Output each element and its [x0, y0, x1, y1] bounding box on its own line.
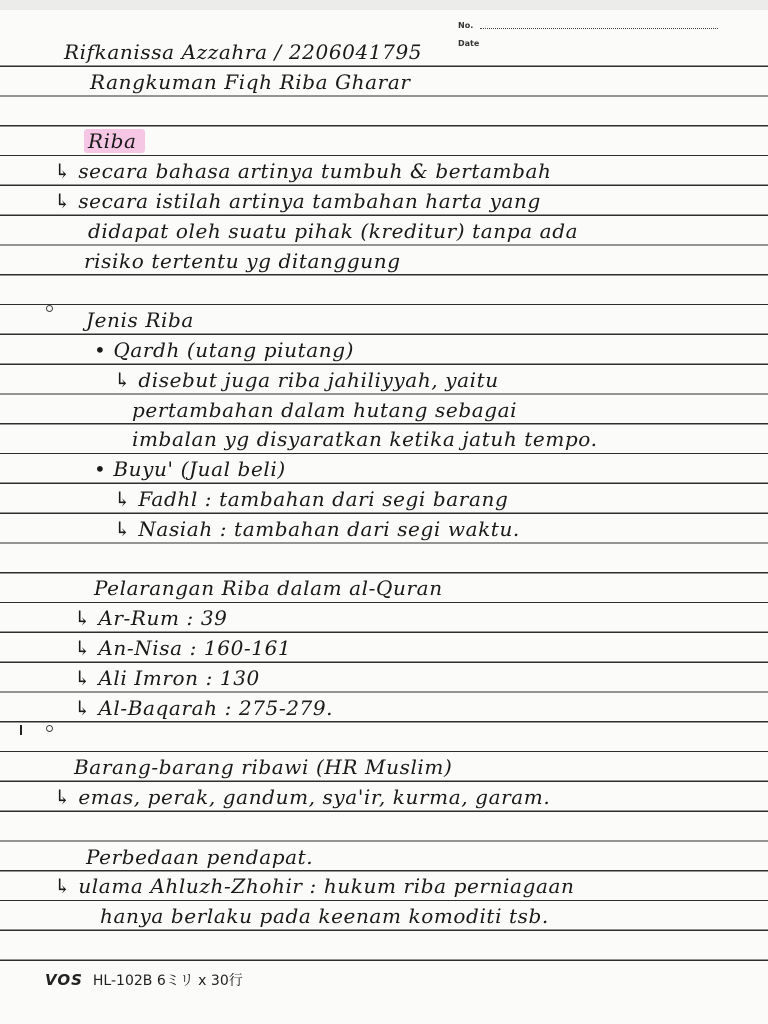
note-line: [54, 35, 422, 65]
note-line: [54, 214, 578, 244]
note-text: ↳ disebut juga riba jahiliyyah, yaitu: [114, 367, 499, 392]
note-text: ↳ Nasiah : tambahan dari segi waktu.: [114, 516, 520, 541]
note-line: [54, 482, 508, 512]
note-line: [54, 154, 552, 184]
note-line: [54, 750, 452, 780]
note-text: ↳ Al-Baqarah : 275-279.: [74, 695, 334, 720]
note-line: [54, 124, 145, 154]
note-line: [54, 571, 443, 601]
note-text: • Qardh (utang piutang): [94, 338, 355, 362]
note-text: ↳ Ar-Rum : 39: [74, 606, 228, 631]
note-text: ↳ ulama Ahluzh-Zhohir : hukum riba perniagaan: [54, 874, 575, 899]
note-text: • Buyu' (Jual beli): [94, 457, 286, 482]
note-text: ↳ An-Nisa : 160-161: [74, 636, 292, 660]
note-text: ↳ secara istilah artinya tambahan harta yang: [54, 189, 541, 213]
note-line: [54, 303, 194, 333]
note-text: Perbedaan pendapat.: [86, 844, 314, 869]
note-line: [54, 840, 313, 870]
note-text: Rifkanissa Azzahra / 2206041795: [64, 40, 423, 64]
note-line: [54, 691, 333, 721]
note-text: Jenis Riba: [86, 308, 194, 333]
binder-hole-mark: [46, 305, 53, 312]
note-line: [54, 512, 520, 542]
note-line: [54, 244, 401, 274]
note-line: [54, 363, 499, 393]
binder-hole-mark: [46, 725, 53, 732]
note-text: imbalan yg disyaratkan ketika jatuh tempo.: [132, 427, 598, 452]
note-text: pertambahan dalam hutang sebagai: [132, 397, 518, 422]
note-line: [54, 661, 260, 691]
margin-tick-mark: [20, 725, 22, 735]
note-line: [54, 601, 227, 631]
note-text: Pelarangan Riba dalam al-Quran: [94, 576, 443, 601]
note-text: ↳ Fadhl : tambahan dari segi barang: [114, 487, 509, 511]
page-top-edge: [0, 0, 768, 10]
note-text: Barang-barang ribawi (HR Muslim): [74, 755, 453, 780]
note-line: [54, 869, 575, 899]
date-label: Date: [458, 39, 480, 48]
no-label: No.: [458, 21, 474, 30]
note-line: [54, 393, 517, 423]
note-text: risiko tertentu yg ditanggung: [84, 248, 401, 273]
note-text: ↳ secara bahasa artinya tumbuh & bertambah: [54, 159, 552, 184]
note-line: [54, 184, 541, 214]
note-text: hanya berlaku pada keenam komoditi tsb.: [100, 904, 549, 929]
note-line: [54, 333, 354, 363]
number-dotted-line: [480, 28, 718, 29]
highlighted-heading: Riba: [84, 129, 145, 153]
note-line: [54, 780, 550, 810]
note-line: [54, 452, 286, 482]
note-text: ↳ emas, perak, gandum, sya'ir, kurma, garam.: [54, 785, 551, 809]
note-line: [54, 65, 411, 95]
notebook-footer: [45, 970, 243, 990]
note-text: didapat oleh suatu pihak (kreditur) tanpa ada: [88, 218, 579, 243]
notebook-model: HL-102B 6ミリ x 30行: [92, 973, 243, 989]
brand-logo: VOS: [45, 971, 83, 989]
note-line: [54, 631, 291, 661]
note-line: [54, 899, 549, 929]
note-text: ↳ Ali Imron : 130: [74, 665, 260, 690]
note-line: [54, 422, 598, 452]
note-text: Rangkuman Fiqh Riba Gharar: [90, 69, 411, 94]
